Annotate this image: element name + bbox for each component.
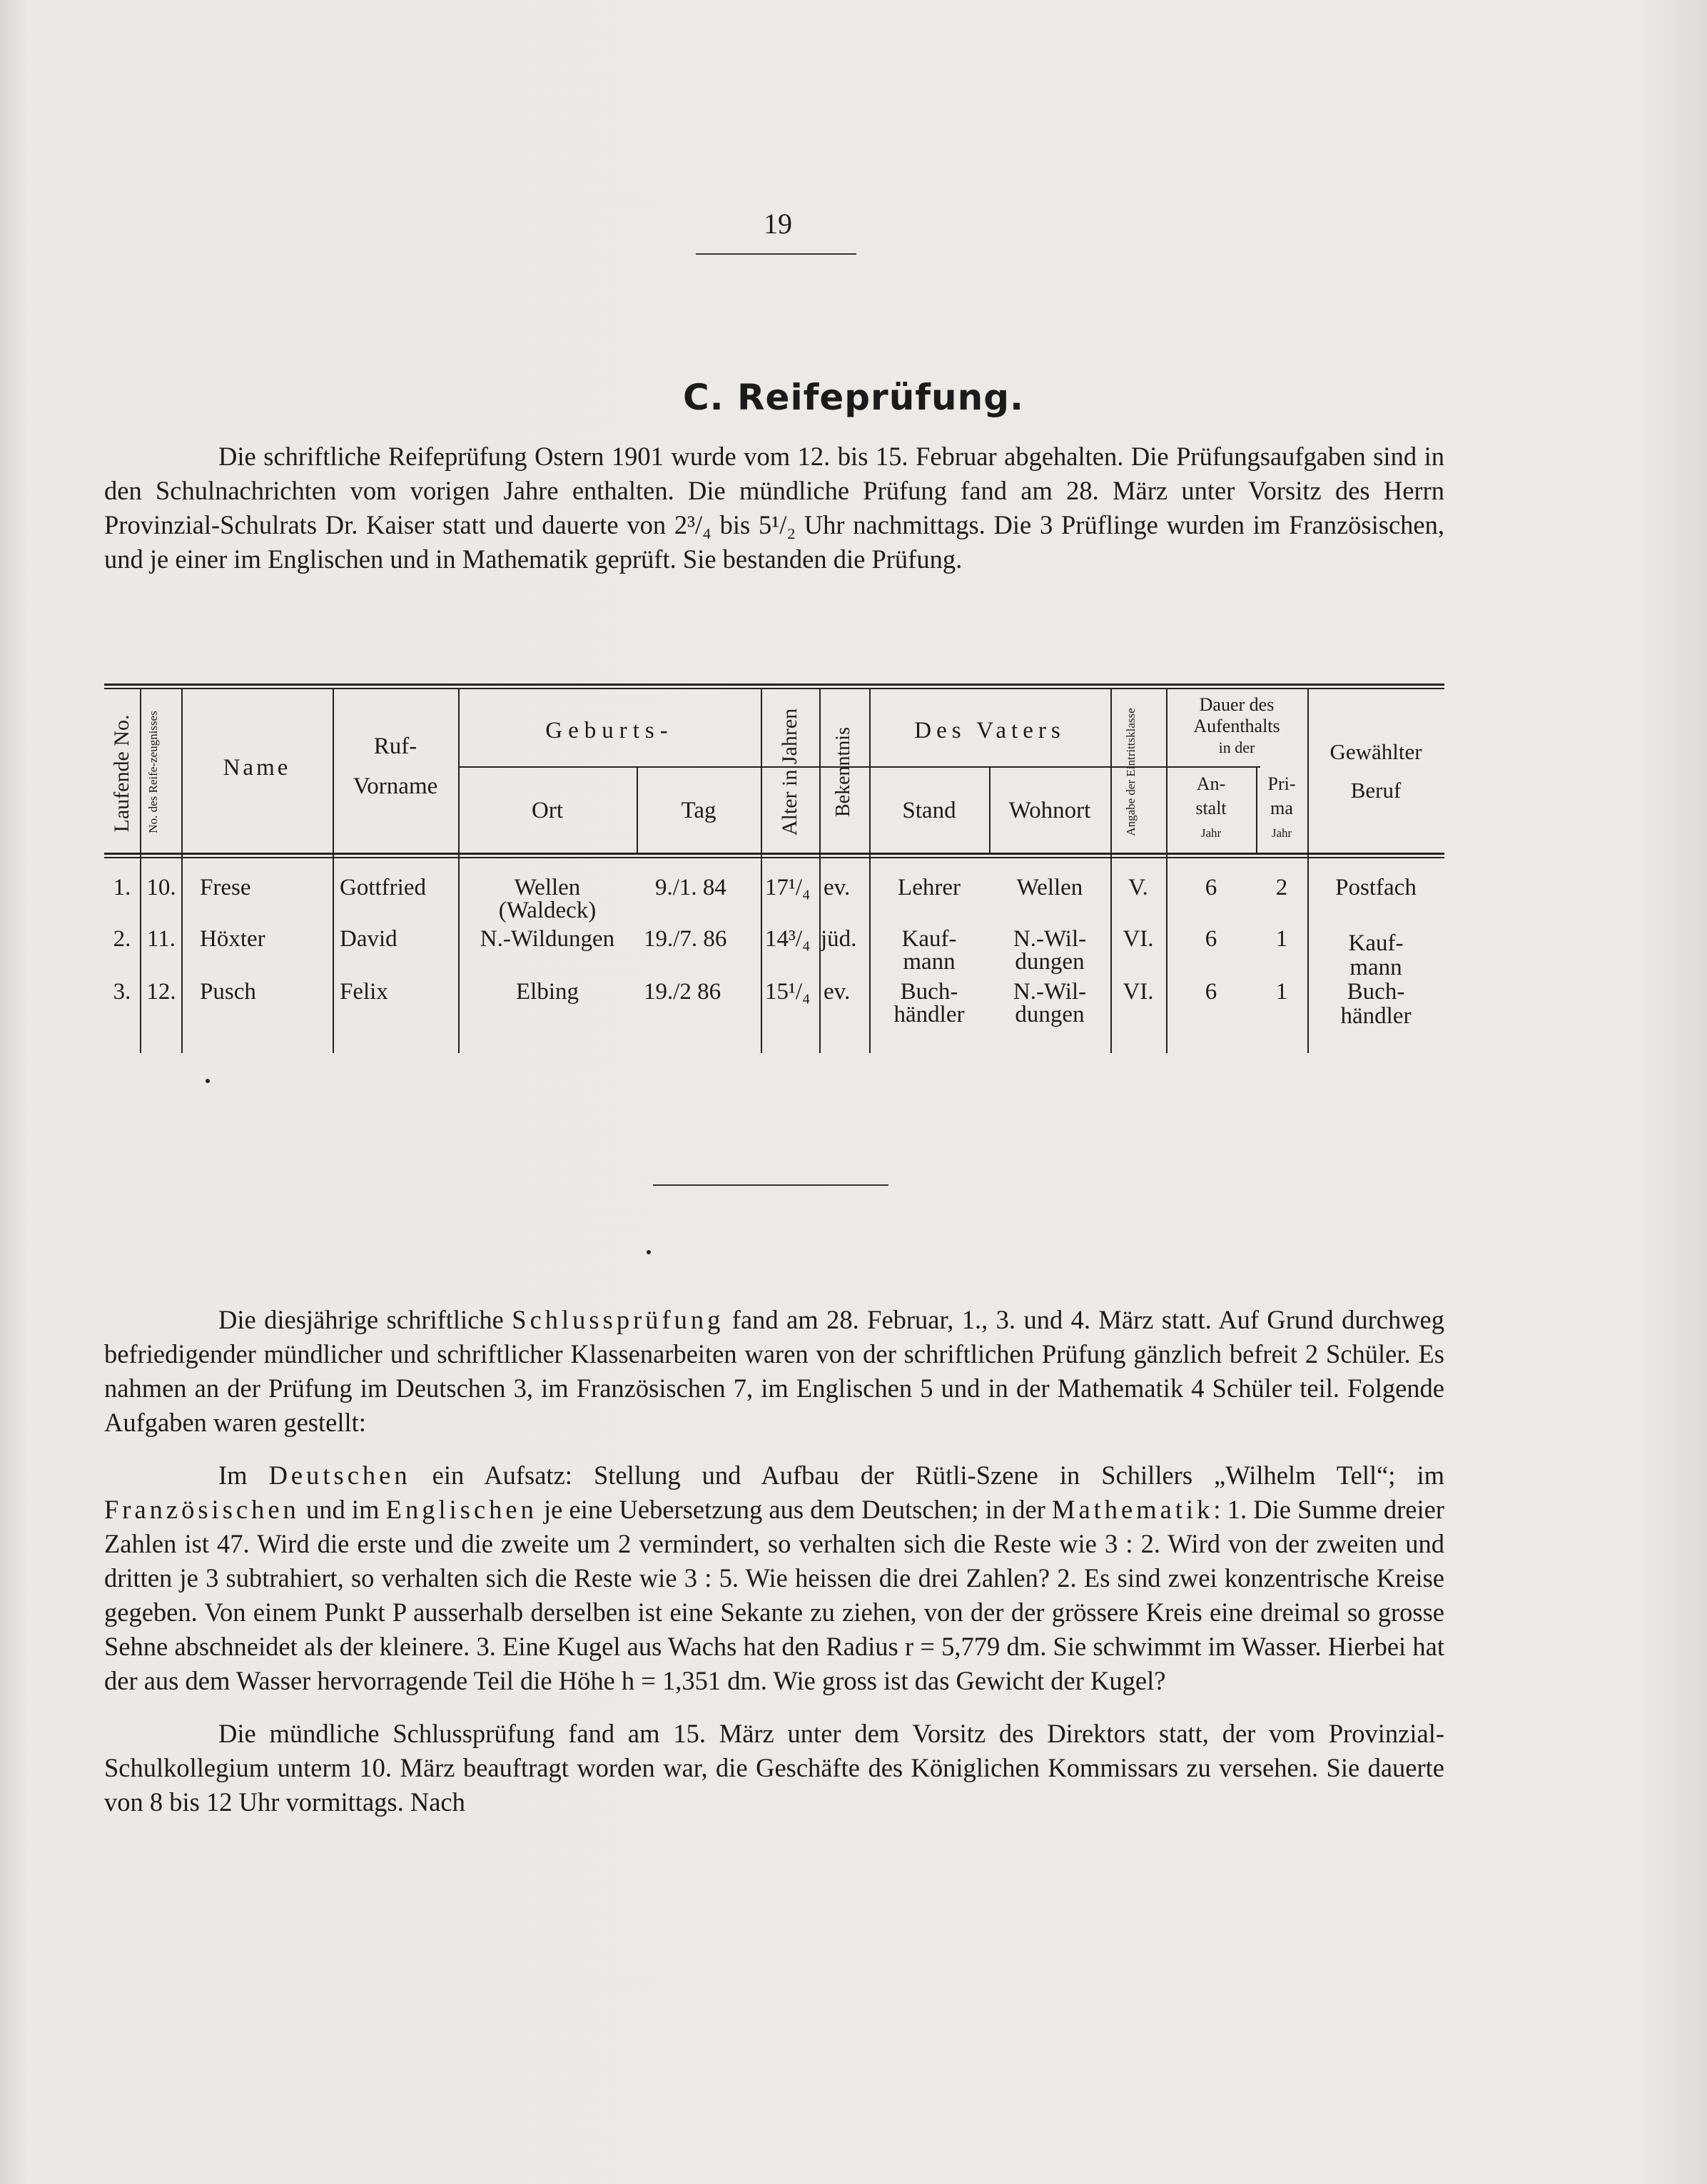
- cell-name: Höxter: [200, 926, 265, 952]
- table-header-rule-inner: [104, 857, 1444, 858]
- cell-stand: Buch-: [900, 979, 958, 1005]
- exam-results-table: [104, 684, 1444, 1055]
- cell-anstalt: 6: [1205, 926, 1217, 952]
- section-heading: C. Reifeprüfung.: [682, 377, 1025, 418]
- header-beruf-1: Gewählter: [1329, 739, 1422, 764]
- header-stand: Stand: [902, 798, 956, 823]
- header-dauer-1: Dauer des: [1199, 694, 1275, 715]
- page-number-rule: [696, 253, 856, 255]
- cell-tag: 9./1. 84: [655, 875, 726, 900]
- cell-klasse: V.: [1128, 875, 1148, 900]
- header-name: Name: [223, 755, 291, 781]
- header-wohnort: Wohnort: [1008, 798, 1091, 823]
- header-laufende-no: Laufende No.: [110, 714, 133, 833]
- table-header-rule: [104, 853, 1444, 855]
- cell-alter: 14³/₄: [765, 926, 811, 952]
- ink-dot: [647, 1250, 651, 1254]
- header-prima-3: Jahr: [1271, 826, 1292, 840]
- schluss-paragraph-2: Im Deutschen ein Aufsatz: Stellung und Aufbau der Rütli-Szene in Schillers „Wilhelm Tell“; im Französischen und im Englischen je eine Uebersetzung aus dem Deutschen; in der Mathematik: 1. Die Summe dreier Zahlen ist 47. Wird die erste und die zweite um 2 vermindert, so verhalten sich die Reste wie 3 : 2. Wird von der zweiten und dritten je 3 subtrahiert, so verhalten sich die Reste wie 3 : 5. Wie heissen die drei Zahlen? 2. Es sind zwei konzentrische Kreise gegeben. Von einem Punkt P ausserhalb derselben ist eine Sekante zu ziehen, von der der grössere Kreis eine dreimal so grosse Sehne abschneidet als der kleinere. 3. Eine Kugel aus Wachs hat den Radius r = 5,779 dm. Sie schwimmt im Wasser. Hierbei hat der aus dem Wasser hervorragende Teil die Höhe h = 1,351 dm. Wie gross ist das Gewicht der Kugel?: [104, 1461, 1444, 1695]
- cell-klasse: VI.: [1123, 926, 1154, 952]
- header-anstalt-3: Jahr: [1200, 826, 1222, 840]
- header-dauer-2: Aufenthalts: [1193, 716, 1280, 736]
- col-sep: [761, 688, 762, 1053]
- cell-wohnort: Wellen: [1016, 875, 1083, 900]
- cell-beruf-2: mann: [1349, 955, 1402, 980]
- cell-stand-2: mann: [903, 949, 956, 975]
- cell-nr: 2.: [113, 926, 131, 952]
- schluss-text-block: [104, 1303, 1444, 1819]
- cell-wohnort: N.-Wil-: [1013, 979, 1087, 1005]
- cell-stand: Kauf-: [901, 926, 957, 952]
- cell-alter: 17¹/₄: [765, 875, 811, 900]
- header-prima-2: ma: [1270, 798, 1293, 818]
- header-zeugnis-no: No. des Reife-zeugnisses: [146, 711, 160, 833]
- header-anstalt-2: stalt: [1195, 798, 1227, 818]
- cell-klasse: VI.: [1123, 979, 1154, 1005]
- header-alter: Alter in Jahren: [778, 708, 801, 836]
- cell-vorname: David: [340, 926, 397, 952]
- header-ort: Ort: [532, 798, 563, 823]
- cell-prima: 2: [1275, 875, 1288, 900]
- cell-wohnort: N.-Wil-: [1013, 926, 1087, 952]
- cell-name: Frese: [200, 875, 251, 900]
- header-rufvorname-2: Vorname: [353, 773, 438, 799]
- cell-ort: N.-Wildungen: [480, 926, 615, 952]
- cell-beruf: Kauf-: [1348, 930, 1404, 956]
- cell-stand: Lehrer: [898, 875, 961, 900]
- cell-ort: Wellen: [514, 875, 581, 900]
- intro-paragraph-block: [104, 440, 1444, 577]
- cell-wohnort-2: dungen: [1015, 949, 1085, 975]
- header-bekenntnis: Bekenntnis: [832, 727, 854, 817]
- ink-dot: [206, 1079, 210, 1083]
- cell-nr: 3.: [113, 979, 131, 1005]
- header-tag: Tag: [681, 798, 716, 823]
- schluss-paragraph-3: Die mündliche Schlussprüfung fand am 15. März unter dem Vorsitz des Direktors statt, der vom Provinzial-Schulkollegium unterm 10. März beauftragt worden war, die Geschäfte des Königlichen Kommissars zu versehen. Sie dauerte von 8 bis 12 Uhr vormittags. Nach: [104, 1719, 1444, 1817]
- col-sep: [181, 688, 183, 1053]
- cell-beruf-2: händler: [1340, 1003, 1412, 1029]
- section-rule: [653, 1184, 888, 1186]
- header-dauer-3: in der: [1218, 738, 1255, 756]
- header-des-vaters: Des Vaters: [914, 718, 1065, 743]
- header-rufvorname-1: Ruf-: [373, 733, 417, 759]
- cell-alter: 15¹/₄: [765, 979, 811, 1005]
- cell-bekenntnis: ev.: [824, 875, 851, 900]
- cell-tag: 19./7. 86: [644, 926, 727, 952]
- cell-bekenntnis: ev.: [824, 979, 851, 1005]
- cell-vorname: Gottfried: [340, 875, 426, 900]
- cell-vorname: Felix: [340, 979, 388, 1005]
- table-top-rule-inner: [104, 688, 1444, 689]
- cell-ort: Elbing: [516, 979, 579, 1005]
- intro-paragraph: Die schriftliche Reifeprüfung Ostern 1901 wurde vom 12. bis 15. Februar abgehalten. Die Prüfungsaufgaben sind in den Schulnachrichten vom vorigen Jahre enthalten. Die mündliche Prüfung fand am 28. März unter Vorsitz des Herrn Provinzial-Schulrats Dr. Kaiser statt und dauerte von 2³/₄ bis 5¹/₂ Uhr nachmittags. Die 3 Prüflinge wurden im Französischen, und je einer im Englischen und in Mathematik geprüft. Sie bestanden die Prüfung.: [104, 442, 1444, 574]
- header-prima-1: Pri-: [1267, 773, 1296, 794]
- cell-beruf: Buch-: [1347, 979, 1405, 1005]
- header-beruf-2: Beruf: [1350, 778, 1402, 803]
- cell-tag: 19./2 86: [644, 979, 721, 1005]
- cell-name: Pusch: [200, 979, 256, 1005]
- col-sep: [819, 688, 821, 1053]
- cell-anstalt: 6: [1205, 979, 1217, 1005]
- cell-zeugnis: 12.: [146, 979, 176, 1005]
- cell-stand-2: händler: [893, 1002, 965, 1027]
- cell-nr: 1.: [113, 875, 131, 900]
- cell-beruf: Postfach: [1335, 875, 1417, 900]
- header-geburts: Geburts-: [545, 718, 674, 743]
- header-eintrittsklasse: Angabe der Eintrittsklasse: [1124, 708, 1138, 836]
- cell-zeugnis: 10.: [146, 875, 176, 900]
- cell-prima: 1: [1275, 979, 1288, 1005]
- cell-anstalt: 6: [1205, 875, 1217, 900]
- cell-bekenntnis: jüd.: [821, 926, 857, 952]
- header-anstalt-1: An-: [1196, 773, 1226, 794]
- cell-wohnort-2: dungen: [1015, 1002, 1085, 1027]
- table-top-rule: [104, 684, 1444, 686]
- cell-zeugnis: 11.: [146, 926, 176, 952]
- cell-ort-2: (Waldeck): [498, 898, 597, 923]
- cell-prima: 1: [1275, 926, 1288, 952]
- schluss-paragraph-1: Die diesjährige schriftliche Schlussprüfung fand am 28. Februar, 1., 3. und 4. März statt. Auf Grund durchweg befriedigender mündlicher und schriftlicher Klassenarbeiten waren von der schriftlichen Prüfung gänzlich befreit 2 Schüler. Es nahmen an der Prüfung im Deutschen 3, im Französischen 7, im Englischen 5 und in der Mathematik 4 Schüler teil. Folgende Aufgaben waren gestellt:: [104, 1305, 1444, 1437]
- page-number: 19: [764, 208, 792, 240]
